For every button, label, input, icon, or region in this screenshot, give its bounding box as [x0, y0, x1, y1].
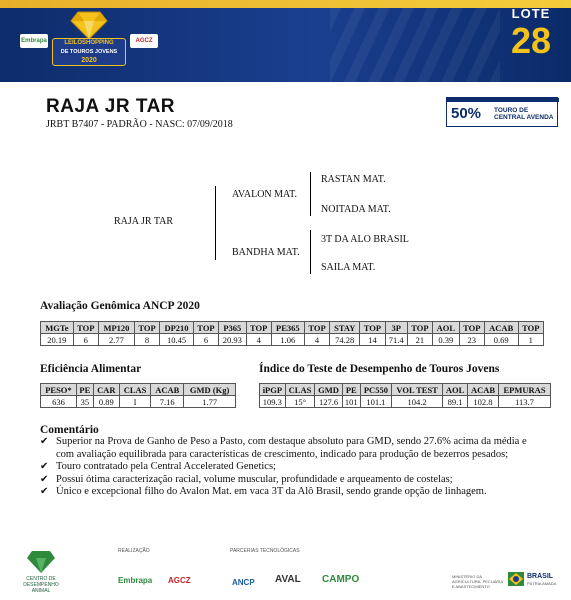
parcerias-label: PARCERIAS TECNOLÓGICAS [230, 548, 300, 554]
table-header-cell: AOL [433, 322, 460, 334]
table-header-cell: TOP [246, 322, 271, 334]
table-cell: I [119, 396, 150, 408]
efficiency-table [40, 383, 236, 408]
event-logo [20, 8, 160, 76]
table-header-cell: ACAB [151, 384, 184, 396]
ministry-text: MINISTÉRIO DA AGRICULTURA, PECUÁRIA E ABASTECIMENTO [452, 574, 503, 589]
table-cell: 0.69 [484, 334, 518, 346]
gem-icon [70, 10, 108, 40]
pedigree-animal: RAJA JR TAR [114, 216, 174, 227]
cda-gem-icon [26, 550, 56, 574]
table-cell: 15° [285, 396, 315, 408]
check-icon: ✔ [40, 486, 49, 498]
list-item [40, 461, 540, 474]
footer [0, 544, 571, 600]
cda-logo [16, 550, 66, 594]
ancp-footer-logo: ANCP [232, 578, 255, 587]
pedigree-sire-sire: RASTAN MAT. [321, 174, 386, 185]
table-row [260, 396, 551, 408]
leiloshopping-badge [52, 10, 126, 74]
table-header-cell: PE365 [271, 322, 304, 334]
table-header-cell: DP210 [160, 322, 194, 334]
table-cell: 71.4 [385, 334, 407, 346]
comment-text: Possui ótima caracterização racial, volume muscular, profundidade e arqueamento de costelas; [56, 473, 453, 485]
pedigree-dam-dam: SAILA MAT. [321, 262, 376, 273]
check-icon: ✔ [40, 436, 49, 447]
comment-text: Superior na Prova de Ganho de Peso a Pasto, com destaque absoluto para GMD, sendo 27.6% acima da média e com avaliação equilibrada para características de crescimento, indicado para produção de bezerros pesados; [56, 436, 527, 460]
cda-logo-text: CENTRO DE DESEMPENHO ANIMAL [23, 576, 59, 594]
comment-text: Touro contratado pela Central Accelerated Genetics; [56, 461, 276, 473]
table-cell: 7.16 [151, 396, 184, 408]
table-header-cell: TOP [518, 322, 543, 334]
pedigree-sire: AVALON MAT. [232, 189, 298, 200]
table-header-cell: TOP [407, 322, 432, 334]
check-icon: ✔ [40, 461, 49, 473]
table-cell: 101 [342, 396, 360, 408]
pedigree-sire-dam: NOITADA MAT. [321, 204, 391, 215]
pedigree-line [215, 186, 216, 260]
logo-line-3: 2020 [81, 57, 97, 64]
table-cell: 74.28 [330, 334, 360, 346]
list-item [40, 436, 540, 461]
table-cell: 4 [304, 334, 329, 346]
brasil-flag-icon [508, 572, 524, 586]
table-header-cell: TOP [459, 322, 484, 334]
performance-title: Índice do Teste de Desempenho de Touros Jovens [259, 363, 500, 375]
agcz-footer-logo: AGCZ [168, 576, 191, 585]
table-cell: 104.2 [392, 396, 443, 408]
animal-subtitle: JRBT B7407 - PADRÃO - NASC: 07/09/2018 [46, 119, 233, 130]
table-cell: 1.77 [184, 396, 236, 408]
header-banner [0, 0, 571, 82]
realizacao-label: REALIZAÇÃO [118, 548, 150, 554]
genomic-table [40, 321, 544, 346]
table-cell: 23 [459, 334, 484, 346]
table-header-cell: MGTe [41, 322, 74, 334]
table-row [41, 334, 544, 346]
table-header-cell: CLAS [285, 384, 315, 396]
brasil-logo [508, 570, 564, 590]
table-cell: 20.19 [41, 334, 74, 346]
table-header-cell: PC550 [360, 384, 391, 396]
pedigree-dam: BANDHA MAT. [232, 247, 300, 258]
table-cell: 127.6 [315, 396, 342, 408]
brasil-sub: PÁTRIA AMADA [527, 581, 557, 586]
table-header-cell: CAR [93, 384, 119, 396]
table-header-row [41, 384, 236, 396]
table-header-cell: AOL [443, 384, 468, 396]
table-header-cell: GMD [315, 384, 342, 396]
table-cell: 8 [134, 334, 159, 346]
comments-list [40, 436, 540, 499]
efficiency-title: Eficiência Alimentar [40, 363, 142, 375]
table-header-cell: TOP [193, 322, 218, 334]
pedigree-line [310, 230, 311, 274]
table-cell: 6 [73, 334, 98, 346]
table-header-cell: GMD (Kg) [184, 384, 236, 396]
table-header-cell: VOL TEST [392, 384, 443, 396]
central-badge [446, 97, 558, 127]
table-cell: 1.06 [271, 334, 304, 346]
pedigree-line [310, 172, 311, 216]
lote-label: LOTE [511, 6, 551, 21]
table-header-cell: ACAB [484, 322, 518, 334]
lote-number: 28 [510, 20, 552, 61]
table-header-cell: P365 [219, 322, 246, 334]
table-header-cell: STAY [330, 322, 360, 334]
table-cell: 101.1 [360, 396, 391, 408]
table-cell: 10.45 [160, 334, 194, 346]
table-header-cell: MP120 [98, 322, 134, 334]
table-header-cell: TOP [134, 322, 159, 334]
agcz-logo: AGCZ [130, 34, 158, 48]
campo-footer-logo: CAMPO [322, 574, 360, 585]
table-cell: 14 [360, 334, 385, 346]
table-cell: 102.8 [467, 396, 498, 408]
genomic-title: Avaliação Genômica ANCP 2020 [40, 300, 200, 312]
table-header-cell: TOP [304, 322, 329, 334]
table-header-row [260, 384, 551, 396]
table-header-cell: EPMURAS [499, 384, 551, 396]
table-cell: 89.1 [443, 396, 468, 408]
badge-text: TOURO DE CENTRAL AVENDA [494, 107, 554, 121]
pedigree-dam-sire: 3T DA ALO BRASIL [321, 234, 409, 245]
embrapa-footer-logo: Embrapa [118, 576, 153, 585]
brasil-text: BRASIL [527, 573, 554, 580]
aval-footer-logo: AVAL [275, 574, 301, 585]
table-cell: 4 [246, 334, 271, 346]
table-cell: 20.93 [219, 334, 246, 346]
table-cell: 6 [193, 334, 218, 346]
table-cell: 636 [41, 396, 77, 408]
performance-table [259, 383, 551, 408]
list-item [40, 486, 540, 499]
table-cell: 35 [76, 396, 93, 408]
table-row [41, 396, 236, 408]
comment-text: Único e excepcional filho do Avalon Mat. em vaca 3T da Alô Brasil, sendo grande opção de linhagem. [56, 486, 487, 498]
table-cell: 21 [407, 334, 432, 346]
header-gold-stripe [0, 0, 571, 8]
logo-ribbon [52, 38, 126, 66]
table-cell: 109.3 [260, 396, 286, 408]
table-header-cell: iPGP [260, 384, 286, 396]
check-icon: ✔ [40, 473, 49, 485]
animal-name: RAJA JR TAR [46, 96, 176, 117]
table-cell: 2.77 [98, 334, 134, 346]
table-header-cell: PE [342, 384, 360, 396]
table-cell: 0.39 [433, 334, 460, 346]
header-rays [330, 8, 500, 82]
table-header-cell: 3P [385, 322, 407, 334]
logo-line-2: DE TOUROS JOVENS [60, 49, 118, 55]
lote-box [501, 6, 561, 76]
table-header-cell: TOP [360, 322, 385, 334]
logo-line-1: LEILOSHOPPING [64, 40, 114, 46]
table-header-cell: ACAB [467, 384, 498, 396]
table-cell: 0.89 [93, 396, 119, 408]
comments-title: Comentário [40, 424, 99, 436]
table-cell: 113.7 [499, 396, 551, 408]
badge-percent: 50% [451, 105, 482, 122]
list-item [40, 474, 540, 487]
table-header-cell: TOP [73, 322, 98, 334]
table-cell: 1 [518, 334, 543, 346]
table-header-row [41, 322, 544, 334]
embrapa-logo: Embrapa [20, 34, 48, 48]
table-header-cell: PE [76, 384, 93, 396]
table-header-cell: PESO* [41, 384, 77, 396]
table-header-cell: CLAS [119, 384, 150, 396]
badge-bar [447, 98, 559, 102]
